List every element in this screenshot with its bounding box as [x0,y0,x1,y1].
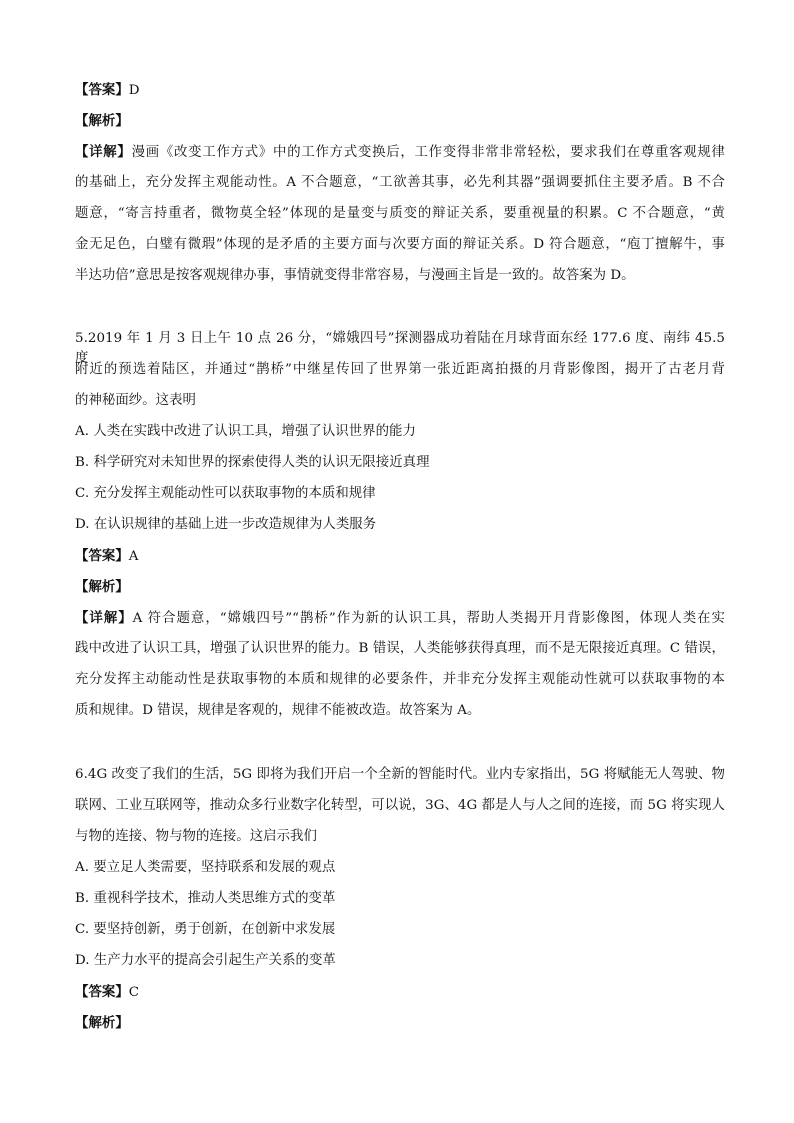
q5-detail-line-2: 践中改进了认识工具，增强了认识世界的能力。B 错误，人类能够获得真理，而不是无限接近真理。C 错误， [75,641,725,656]
q6-option-d: D. 生产力水平的提高会引起生产关系的变革 [75,953,336,968]
answer-value: D [128,83,140,98]
detail-tag: 【详解】 [75,144,132,160]
q5-option-a: A. 人类在实践中改进了认识工具，增强了认识世界的能力 [75,424,416,439]
answer-value: C [128,985,140,1000]
q5-analysis-tag: 【解析】 [75,579,129,595]
q5-detail-line-4: 质和规律。D 错误，规律是客观的，规律不能被改造。故答案为 A。 [75,703,481,718]
q6-analysis-tag: 【解析】 [75,1015,129,1031]
q5-stem-line-1: 5.2019 年 1 月 3 日上午 10 点 26 分，“嫦娥四号”探测器成功着陆在月球背面东经 177.6 度、南纬 45.5 度 [75,331,725,366]
answer-tag: 【答案】 [75,548,129,564]
q4-analysis-tag: 【解析】 [75,113,129,129]
answer-tag: 【答案】 [75,82,129,98]
q6-stem-line-1: 6.4G 改变了我们的生活，5G 即将为我们开启一个全新的智能时代。业内专家指出，5G 将赋能无人驾驶、物 [75,767,725,782]
answer-value: A [128,549,139,564]
detail-tag: 【详解】 [75,610,133,626]
q6-stem-line-2: 联网、工业互联网等，推动众多行业数字化转型，可以说，3G、4G 都是人与人之间的连接，而 5G 将实现人 [75,798,725,813]
q5-option-d: D. 在认识规律的基础上进一步改造规律为人类服务 [75,517,377,532]
q4-detail-line-2: 的基础上，充分发挥主观能动性。A 不合题意，“工欲善其事，必先利其器”强调要抓住主要矛盾。B 不合 [75,175,725,190]
q4-answer-line [75,80,725,101]
detail-text: 漫画《改变工作方式》中的工作方式变换后，工作变得非常非常轻松，要求我们在尊重客观规律 [131,145,725,160]
detail-text: A 符合题意，“嫦娥四号”“鹊桥”作为新的认识工具，帮助人类揭开月背影像图，体现人类在实 [132,611,725,626]
q6-stem-line-3: 与物的连接、物与物的连接。这启示我们 [75,829,317,844]
q6-option-b: B. 重视科学技术，推动人类思维方式的变革 [75,891,336,906]
q4-detail-line-3: 题意，“寄言持重者，微物莫全轻”体现的是量变与质变的辩证关系，要重视量的积累。C 不合题意，“黄 [75,206,725,221]
q5-stem-line-3: 的神秘面纱。这表明 [75,393,196,408]
q5-detail-line-3: 充分发挥主动能动性是获取事物的本质和规律的必要条件，并非充分发挥主观能动性就可以获取事物的本 [75,672,725,687]
q5-detail-line-1 [75,608,725,629]
q4-detail-line-1 [75,142,725,163]
q5-option-c: C. 充分发挥主观能动性可以获取事物的本质和规律 [75,486,376,501]
q4-detail-line-5: 半达功倍”意思是按客观规律办事，事情就变得非常容易，与漫画主旨是一致的。故答案为 D。 [75,268,635,283]
q4-detail-line-4: 金无足色，白璧有微瑕”体现的是矛盾的主要方面与次要方面的辩证关系。D 符合题意，“庖丁擅解牛，事 [75,237,725,252]
q5-stem-line-2: 附近的预选着陆区，并通过“鹊桥”中继星传回了世界第一张近距离拍摄的月背影像图，揭开了古老月背 [75,362,725,377]
q6-option-c: C. 要坚持创新，勇于创新，在创新中求发展 [75,922,336,937]
q6-option-a: A. 要立足人类需要，坚持联系和发展的观点 [75,860,336,875]
answer-tag: 【答案】 [75,984,129,1000]
q5-answer-line [75,546,725,567]
q5-option-b: B. 科学研究对未知世界的探索使得人类的认识无限接近真理 [75,455,430,470]
q6-answer-line [75,982,725,1003]
